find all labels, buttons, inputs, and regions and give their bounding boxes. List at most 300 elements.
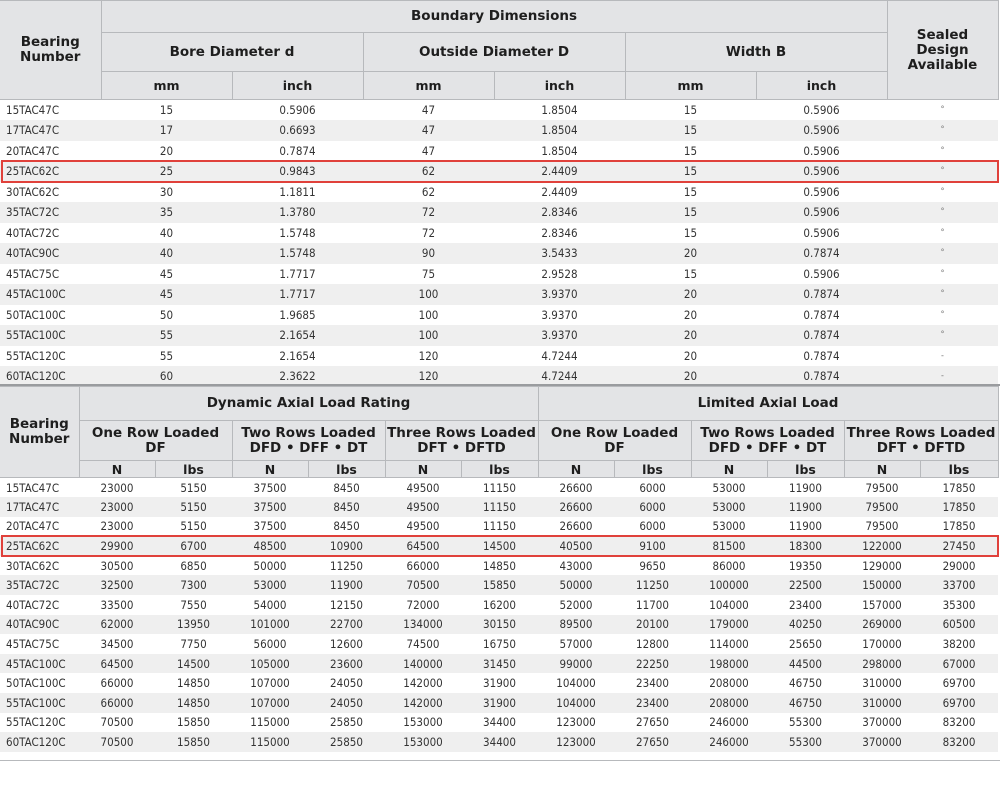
load-value-cell: 11900	[767, 478, 844, 498]
cell-bore-mm: 20	[101, 141, 232, 162]
cell-sealed: °	[887, 223, 998, 244]
load-value-cell: 37500	[232, 517, 308, 537]
load-value-cell: 27650	[614, 713, 691, 733]
cell-w-in: 0.7874	[756, 305, 887, 326]
cell-w-in: 0.7874	[756, 243, 887, 264]
cell-sealed: °	[887, 182, 998, 203]
cell-w-in: 0.7874	[756, 325, 887, 346]
dyn-two-rows-sub: DFD • DFF • DT	[249, 439, 368, 456]
load-value-cell: 20100	[614, 615, 691, 635]
unit-lbs-header: lbs	[767, 461, 844, 478]
load-value-cell: 17850	[920, 478, 998, 498]
cell-bore-in: 0.5906	[232, 100, 363, 121]
load-value-cell: 26600	[538, 517, 614, 537]
load-value-cell: 11900	[308, 575, 385, 595]
axial-load-table	[0, 386, 999, 752]
load-value-cell: 11150	[461, 497, 538, 517]
cell-w-in: 0.5906	[756, 141, 887, 162]
load-value-cell: 50000	[232, 556, 308, 576]
outside-diameter-header: Outside Diameter D	[363, 33, 625, 72]
table-row	[0, 182, 998, 203]
unit-inch-header: inch	[232, 72, 363, 100]
load-value-cell: 14500	[461, 536, 538, 556]
cell-w-in: 0.7874	[756, 284, 887, 305]
dyn-two-rows-header	[232, 421, 385, 461]
load-value-cell: 140000	[385, 654, 461, 674]
table-row	[0, 346, 998, 367]
load-value-cell: 57000	[538, 634, 614, 654]
load-value-cell: 56000	[232, 634, 308, 654]
load-value-cell: 31900	[461, 673, 538, 693]
cell-w-mm: 20	[625, 284, 756, 305]
load-value-cell: 104000	[538, 693, 614, 713]
table-row	[0, 673, 998, 693]
unit-mm-header: mm	[625, 72, 756, 100]
bearing-number-header: Bearing Number	[0, 387, 79, 478]
cell-bore-in: 1.1811	[232, 182, 363, 203]
cell-bore-mm: 25	[101, 161, 232, 182]
load-value-cell: 70500	[79, 732, 155, 752]
load-value-cell: 46750	[767, 693, 844, 713]
cell-bore-mm: 60	[101, 366, 232, 387]
cell-od-mm: 72	[363, 223, 494, 244]
table-row	[0, 556, 998, 576]
bearing-number-cell: 25TAC62C	[0, 536, 79, 556]
load-value-cell: 5150	[155, 517, 232, 537]
load-value-cell: 150000	[844, 575, 920, 595]
cell-w-mm: 20	[625, 305, 756, 326]
load-value-cell: 7550	[155, 595, 232, 615]
load-value-cell: 19350	[767, 556, 844, 576]
cell-od-in: 2.4409	[494, 182, 625, 203]
load-value-cell: 55300	[767, 732, 844, 752]
cell-bore-mm: 40	[101, 223, 232, 244]
load-value-cell: 81500	[691, 536, 767, 556]
load-value-cell: 40500	[538, 536, 614, 556]
cell-w-in: 0.5906	[756, 182, 887, 203]
table-row	[0, 161, 998, 182]
load-value-cell: 29900	[79, 536, 155, 556]
table-row	[0, 732, 998, 752]
load-value-cell: 53000	[691, 497, 767, 517]
load-value-cell: 48500	[232, 536, 308, 556]
load-value-cell: 269000	[844, 615, 920, 635]
table-row	[0, 693, 998, 713]
load-value-cell: 25850	[308, 732, 385, 752]
bearing-number-cell: 45TAC100C	[0, 654, 79, 674]
load-value-cell: 83200	[920, 732, 998, 752]
cell-sealed: -	[887, 366, 998, 387]
bearing-number-cell: 35TAC72C	[0, 202, 101, 223]
load-value-cell: 310000	[844, 673, 920, 693]
cell-sealed: °	[887, 325, 998, 346]
load-value-cell: 99000	[538, 654, 614, 674]
bearing-number-cell: 45TAC100C	[0, 284, 101, 305]
load-value-cell: 33700	[920, 575, 998, 595]
cell-w-in: 0.5906	[756, 264, 887, 285]
cell-sealed: °	[887, 141, 998, 162]
load-value-cell: 6000	[614, 478, 691, 498]
table-row	[0, 284, 998, 305]
cell-sealed: °	[887, 284, 998, 305]
load-value-cell: 67000	[920, 654, 998, 674]
load-value-cell: 129000	[844, 556, 920, 576]
load-value-cell: 11900	[767, 497, 844, 517]
bearing-number-cell: 40TAC72C	[0, 595, 79, 615]
table-separator	[0, 384, 1000, 386]
lim-one-row-header: One Row Loaded DF	[538, 421, 691, 461]
load-value-cell: 16200	[461, 595, 538, 615]
cell-od-in: 2.9528	[494, 264, 625, 285]
dynamic-axial-load-header: Dynamic Axial Load Rating	[79, 387, 538, 421]
table-row	[0, 223, 998, 244]
table-row	[0, 654, 998, 674]
load-value-cell: 15850	[155, 732, 232, 752]
table-row	[0, 615, 998, 635]
load-value-cell: 17850	[920, 497, 998, 517]
lim-three-rows-header	[844, 421, 998, 461]
table-row	[0, 478, 998, 498]
load-value-cell: 12600	[308, 634, 385, 654]
load-value-cell: 11250	[308, 556, 385, 576]
cell-w-in: 0.5906	[756, 100, 887, 121]
load-value-cell: 37500	[232, 497, 308, 517]
lim-three-rows-sub: DFT • DFTD	[876, 439, 966, 456]
load-value-cell: 8450	[308, 517, 385, 537]
boundary-dimensions-table	[0, 0, 999, 387]
bearing-number-cell: 55TAC120C	[0, 346, 101, 367]
bearing-number-cell: 30TAC62C	[0, 556, 79, 576]
load-value-cell: 153000	[385, 732, 461, 752]
cell-bore-mm: 55	[101, 325, 232, 346]
table-row	[0, 634, 998, 654]
unit-n-header: N	[538, 461, 614, 478]
load-value-cell: 100000	[691, 575, 767, 595]
bearing-number-cell: 60TAC120C	[0, 366, 101, 387]
load-value-cell: 11150	[461, 478, 538, 498]
cell-sealed: °	[887, 264, 998, 285]
load-value-cell: 43000	[538, 556, 614, 576]
load-value-cell: 49500	[385, 478, 461, 498]
unit-inch-header: inch	[494, 72, 625, 100]
load-value-cell: 26600	[538, 497, 614, 517]
load-value-cell: 16750	[461, 634, 538, 654]
load-value-cell: 6850	[155, 556, 232, 576]
load-value-cell: 11700	[614, 595, 691, 615]
load-value-cell: 79500	[844, 517, 920, 537]
load-value-cell: 23400	[614, 693, 691, 713]
sealed-design-header: Sealed Design Available	[887, 1, 998, 100]
bearing-number-cell: 17TAC47C	[0, 497, 79, 517]
bearing-number-cell: 25TAC62C	[0, 161, 101, 182]
cell-od-in: 1.8504	[494, 141, 625, 162]
load-value-cell: 53000	[691, 517, 767, 537]
load-value-cell: 104000	[691, 595, 767, 615]
cell-w-in: 0.5906	[756, 223, 887, 244]
load-value-cell: 9100	[614, 536, 691, 556]
cell-od-in: 3.9370	[494, 325, 625, 346]
bearing-number-cell: 40TAC90C	[0, 243, 101, 264]
cell-od-mm: 72	[363, 202, 494, 223]
cell-bore-mm: 50	[101, 305, 232, 326]
table-row	[0, 713, 998, 733]
load-value-cell: 10900	[308, 536, 385, 556]
bearing-number-cell: 55TAC100C	[0, 325, 101, 346]
load-value-cell: 55300	[767, 713, 844, 733]
load-value-cell: 208000	[691, 693, 767, 713]
load-value-cell: 114000	[691, 634, 767, 654]
lim-two-rows-header	[691, 421, 844, 461]
bore-diameter-header: Bore Diameter d	[101, 33, 363, 72]
load-value-cell: 22250	[614, 654, 691, 674]
bearing-number-cell: 15TAC47C	[0, 478, 79, 498]
load-value-cell: 115000	[232, 732, 308, 752]
table-row	[0, 264, 998, 285]
load-value-cell: 7300	[155, 575, 232, 595]
load-value-cell: 69700	[920, 693, 998, 713]
cell-bore-mm: 35	[101, 202, 232, 223]
load-value-cell: 50000	[538, 575, 614, 595]
cell-od-in: 4.7244	[494, 366, 625, 387]
load-value-cell: 27650	[614, 732, 691, 752]
table-row	[0, 305, 998, 326]
load-value-cell: 15850	[461, 575, 538, 595]
unit-n-header: N	[232, 461, 308, 478]
cell-w-mm: 15	[625, 120, 756, 141]
table-row	[0, 536, 998, 556]
cell-od-in: 4.7244	[494, 346, 625, 367]
load-value-cell: 34400	[461, 732, 538, 752]
cell-od-in: 2.8346	[494, 223, 625, 244]
bearing-number-cell: 17TAC47C	[0, 120, 101, 141]
load-value-cell: 23600	[308, 654, 385, 674]
load-value-cell: 34500	[79, 634, 155, 654]
cell-od-mm: 100	[363, 284, 494, 305]
cell-od-in: 3.9370	[494, 284, 625, 305]
table-bottom-rule	[0, 760, 1000, 761]
cell-w-in: 0.5906	[756, 120, 887, 141]
cell-od-mm: 100	[363, 325, 494, 346]
lim-two-rows-sub: DFD • DFF • DT	[708, 439, 827, 456]
load-value-cell: 23400	[767, 595, 844, 615]
load-value-cell: 246000	[691, 732, 767, 752]
cell-w-mm: 15	[625, 100, 756, 121]
load-value-cell: 6000	[614, 497, 691, 517]
cell-bore-in: 0.7874	[232, 141, 363, 162]
load-value-cell: 5150	[155, 478, 232, 498]
load-value-cell: 5150	[155, 497, 232, 517]
bearing-number-cell: 50TAC100C	[0, 305, 101, 326]
load-value-cell: 310000	[844, 693, 920, 713]
boundary-dimensions-body	[0, 100, 998, 387]
cell-od-in: 3.5433	[494, 243, 625, 264]
cell-w-mm: 15	[625, 264, 756, 285]
dyn-three-rows-title: Three Rows Loaded	[387, 424, 536, 441]
load-value-cell: 83200	[920, 713, 998, 733]
bearing-number-cell: 45TAC75C	[0, 264, 101, 285]
load-value-cell: 104000	[538, 673, 614, 693]
table-row	[0, 100, 998, 121]
bearing-number-cell: 50TAC100C	[0, 673, 79, 693]
cell-od-in: 1.8504	[494, 100, 625, 121]
load-value-cell: 107000	[232, 693, 308, 713]
cell-bore-mm: 17	[101, 120, 232, 141]
load-value-cell: 370000	[844, 713, 920, 733]
cell-w-mm: 15	[625, 182, 756, 203]
cell-w-mm: 15	[625, 202, 756, 223]
cell-sealed: °	[887, 202, 998, 223]
load-value-cell: 23000	[79, 478, 155, 498]
load-value-cell: 22700	[308, 615, 385, 635]
cell-bore-mm: 40	[101, 243, 232, 264]
load-value-cell: 53000	[232, 575, 308, 595]
load-value-cell: 31900	[461, 693, 538, 713]
load-value-cell: 23400	[614, 673, 691, 693]
load-value-cell: 142000	[385, 673, 461, 693]
cell-sealed: °	[887, 243, 998, 264]
cell-sealed: °	[887, 305, 998, 326]
table-row	[0, 497, 998, 517]
cell-sealed: °	[887, 120, 998, 141]
dyn-two-rows-title: Two Rows Loaded	[241, 424, 376, 441]
load-value-cell: 134000	[385, 615, 461, 635]
load-value-cell: 123000	[538, 732, 614, 752]
boundary-dimensions-header: Boundary Dimensions	[101, 1, 887, 33]
table-row	[0, 575, 998, 595]
unit-n-header: N	[79, 461, 155, 478]
load-value-cell: 54000	[232, 595, 308, 615]
load-value-cell: 105000	[232, 654, 308, 674]
load-value-cell: 198000	[691, 654, 767, 674]
load-value-cell: 208000	[691, 673, 767, 693]
load-value-cell: 62000	[79, 615, 155, 635]
table-row	[0, 325, 998, 346]
load-value-cell: 24050	[308, 673, 385, 693]
load-value-cell: 22500	[767, 575, 844, 595]
bearing-number-cell: 55TAC120C	[0, 713, 79, 733]
bearing-number-cell: 30TAC62C	[0, 182, 101, 203]
load-value-cell: 23000	[79, 497, 155, 517]
load-value-cell: 25850	[308, 713, 385, 733]
bearing-number-header: Bearing Number	[0, 1, 101, 100]
load-value-cell: 122000	[844, 536, 920, 556]
cell-od-mm: 120	[363, 366, 494, 387]
cell-od-in: 2.4409	[494, 161, 625, 182]
cell-bore-mm: 45	[101, 284, 232, 305]
load-value-cell: 35300	[920, 595, 998, 615]
load-value-cell: 15850	[155, 713, 232, 733]
cell-sealed: °	[887, 100, 998, 121]
axial-load-body	[0, 478, 998, 752]
cell-bore-mm: 30	[101, 182, 232, 203]
load-value-cell: 107000	[232, 673, 308, 693]
unit-n-header: N	[385, 461, 461, 478]
cell-od-mm: 47	[363, 141, 494, 162]
cell-w-mm: 15	[625, 223, 756, 244]
load-value-cell: 6700	[155, 536, 232, 556]
load-value-cell: 66000	[79, 673, 155, 693]
load-value-cell: 170000	[844, 634, 920, 654]
table-row	[0, 517, 998, 537]
cell-bore-in: 0.9843	[232, 161, 363, 182]
cell-od-mm: 62	[363, 182, 494, 203]
limited-axial-load-header: Limited Axial Load	[538, 387, 998, 421]
dyn-three-rows-header	[385, 421, 538, 461]
load-value-cell: 153000	[385, 713, 461, 733]
dyn-one-row-header: One Row Loaded DF	[79, 421, 232, 461]
cell-od-mm: 47	[363, 120, 494, 141]
load-value-cell: 8450	[308, 478, 385, 498]
cell-w-mm: 20	[625, 366, 756, 387]
cell-w-in: 0.5906	[756, 161, 887, 182]
unit-mm-header: mm	[363, 72, 494, 100]
load-value-cell: 11900	[767, 517, 844, 537]
load-value-cell: 9650	[614, 556, 691, 576]
load-value-cell: 123000	[538, 713, 614, 733]
bearing-number-cell: 40TAC90C	[0, 615, 79, 635]
load-value-cell: 37500	[232, 478, 308, 498]
cell-bore-in: 0.6693	[232, 120, 363, 141]
load-value-cell: 29000	[920, 556, 998, 576]
load-value-cell: 64500	[79, 654, 155, 674]
load-value-cell: 44500	[767, 654, 844, 674]
load-value-cell: 72000	[385, 595, 461, 615]
load-value-cell: 27450	[920, 536, 998, 556]
cell-bore-in: 1.5748	[232, 243, 363, 264]
load-value-cell: 14500	[155, 654, 232, 674]
load-value-cell: 49500	[385, 517, 461, 537]
load-value-cell: 70500	[79, 713, 155, 733]
cell-sealed: °	[887, 161, 998, 182]
load-value-cell: 53000	[691, 478, 767, 498]
bearing-number-cell: 20TAC47C	[0, 141, 101, 162]
cell-sealed: -	[887, 346, 998, 367]
cell-bore-in: 1.3780	[232, 202, 363, 223]
unit-lbs-header: lbs	[614, 461, 691, 478]
cell-bore-in: 1.9685	[232, 305, 363, 326]
cell-bore-in: 1.5748	[232, 223, 363, 244]
load-value-cell: 89500	[538, 615, 614, 635]
load-value-cell: 14850	[461, 556, 538, 576]
cell-od-mm: 90	[363, 243, 494, 264]
cell-od-mm: 100	[363, 305, 494, 326]
load-value-cell: 115000	[232, 713, 308, 733]
load-value-cell: 25650	[767, 634, 844, 654]
cell-w-mm: 20	[625, 346, 756, 367]
cell-w-in: 0.5906	[756, 202, 887, 223]
load-value-cell: 8450	[308, 497, 385, 517]
lim-three-rows-title: Three Rows Loaded	[846, 424, 996, 441]
load-value-cell: 30150	[461, 615, 538, 635]
table-row	[0, 141, 998, 162]
unit-inch-header: inch	[756, 72, 887, 100]
cell-bore-in: 2.1654	[232, 325, 363, 346]
load-value-cell: 32500	[79, 575, 155, 595]
load-value-cell: 11150	[461, 517, 538, 537]
unit-lbs-header: lbs	[920, 461, 998, 478]
load-value-cell: 30500	[79, 556, 155, 576]
lim-two-rows-title: Two Rows Loaded	[700, 424, 835, 441]
load-value-cell: 370000	[844, 732, 920, 752]
load-value-cell: 26600	[538, 478, 614, 498]
cell-w-mm: 15	[625, 161, 756, 182]
load-value-cell: 86000	[691, 556, 767, 576]
bearing-number-cell: 20TAC47C	[0, 517, 79, 537]
cell-w-in: 0.7874	[756, 366, 887, 387]
cell-bore-mm: 55	[101, 346, 232, 367]
table-row	[0, 595, 998, 615]
cell-w-mm: 20	[625, 325, 756, 346]
